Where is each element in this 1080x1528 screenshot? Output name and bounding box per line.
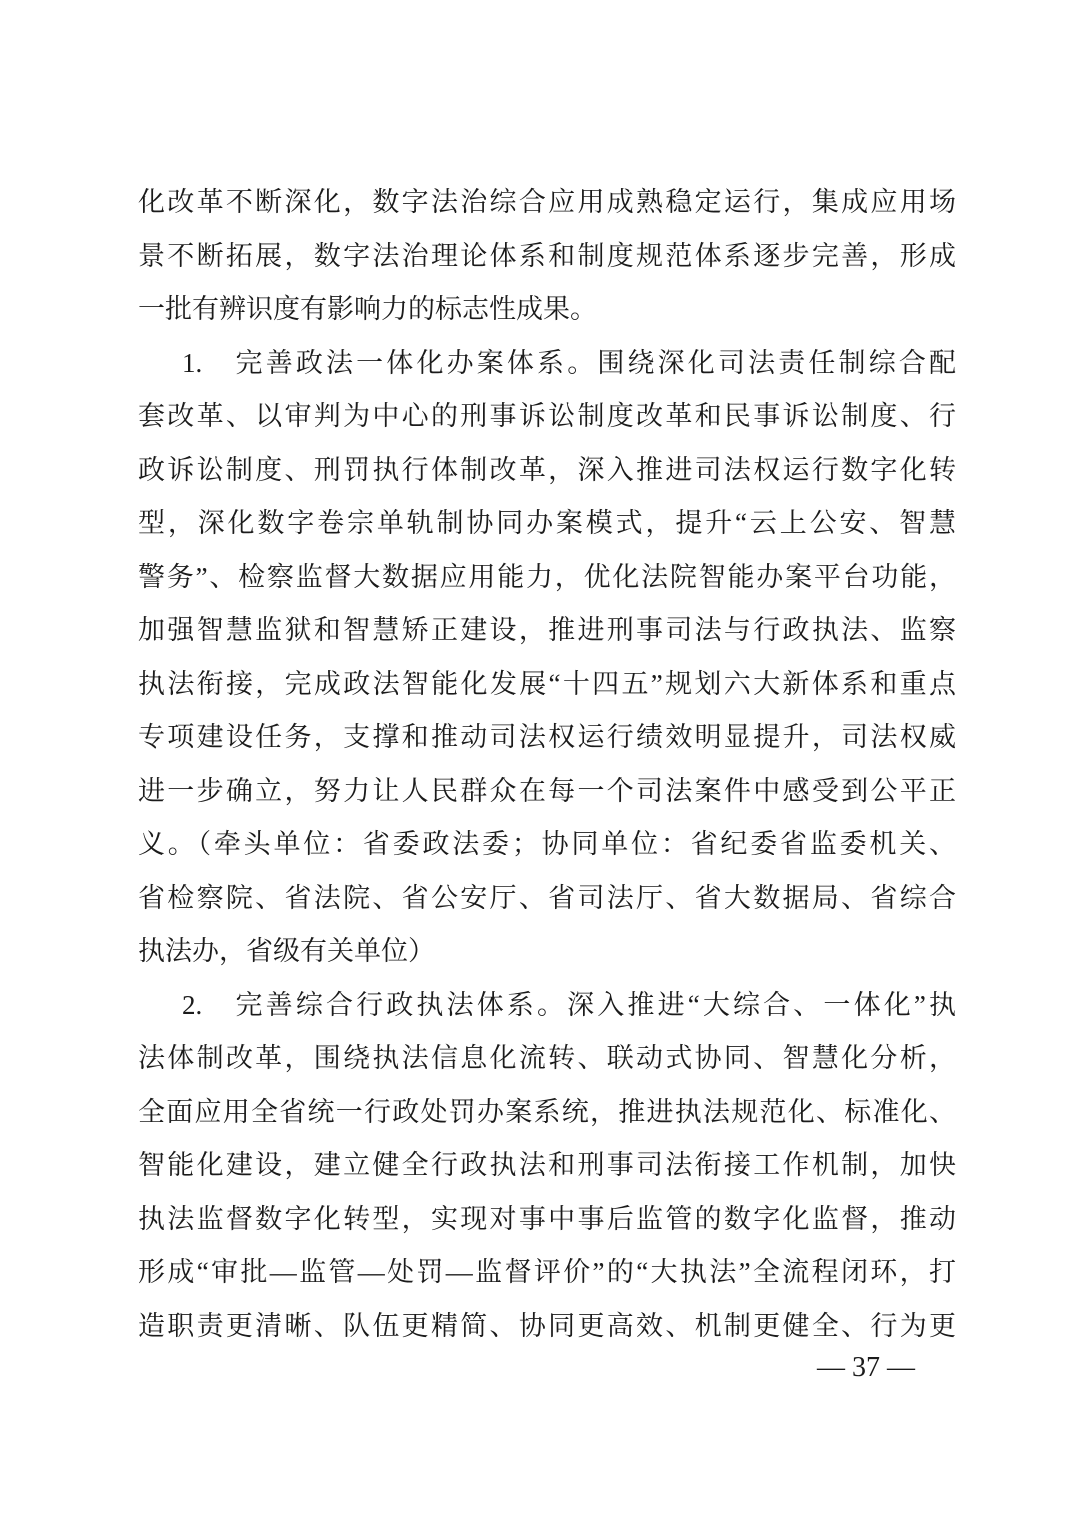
text-line: 法体制改革，围绕执法信息化流转、联动式协同、智慧化分析， xyxy=(138,1043,956,1073)
text-line: 义。（牵头单位：省委政法委；协同单位：省纪委省监委机关、 xyxy=(138,829,956,859)
text-block xyxy=(138,176,956,1353)
text-line: 加强智慧监狱和智慧矫正建设，推进刑事司法与行政执法、监察 xyxy=(138,615,956,645)
text-line: 省检察院、省法院、省公安厅、省司法厅、省大数据局、省综合 xyxy=(138,882,956,913)
text-line: 执法办，省级有关单位） xyxy=(138,936,435,966)
text-line: 警务”、检察监督大数据应用能力，优化法院智能办案平台功能， xyxy=(138,561,956,592)
text-line: 专项建设任务，支撑和推动司法权运行绩效明显提升，司法权威 xyxy=(138,722,956,752)
text-line: 进一步确立，努力让人民群众在每一个司法案件中感受到公平正 xyxy=(138,775,956,806)
text-line: 造职责更清晰、队伍更精简、协同更高效、机制更健全、行为更 xyxy=(138,1310,956,1341)
text-line: 形成“审批—监管—处罚—监督评价”的“大执法”全流程闭环，打 xyxy=(138,1257,956,1287)
text-line: 全面应用全省统一行政处罚办案系统，推进执法规范化、标准化、 xyxy=(138,1096,956,1127)
text-line: 1. 完善政法一体化办案体系。围绕深化司法责任制综合配 xyxy=(182,347,956,378)
text-line: 智能化建设，建立健全行政执法和刑事司法衔接工作机制，加快 xyxy=(138,1150,956,1180)
text-line: 政诉讼制度、刑罚执行体制改革，深入推进司法权运行数字化转 xyxy=(138,454,956,485)
text-line: 景不断拓展，数字法治理论体系和制度规范体系逐步完善，形成 xyxy=(138,240,956,271)
text-line: 一批有辨识度有影响力的标志性成果。 xyxy=(138,294,597,324)
text-line: 2. 完善综合行政执法体系。深入推进“大综合、一体化”执 xyxy=(182,989,956,1020)
text-line: 化改革不断深化，数字法治综合应用成熟稳定运行，集成应用场 xyxy=(138,187,956,217)
text-line: 套改革、以审判为中心的刑事诉讼制度改革和民事诉讼制度、行 xyxy=(138,401,956,431)
text-line: 执法衔接，完成政法智能化发展“十四五”规划六大新体系和重点 xyxy=(138,668,956,699)
text-line: 型，深化数字卷宗单轨制协同办案模式，提升“云上公安、智慧 xyxy=(138,508,956,538)
text-line: 执法监督数字化转型，实现对事中事后监管的数字化监督，推动 xyxy=(138,1203,956,1234)
page-number: — 37 — xyxy=(817,1352,915,1383)
